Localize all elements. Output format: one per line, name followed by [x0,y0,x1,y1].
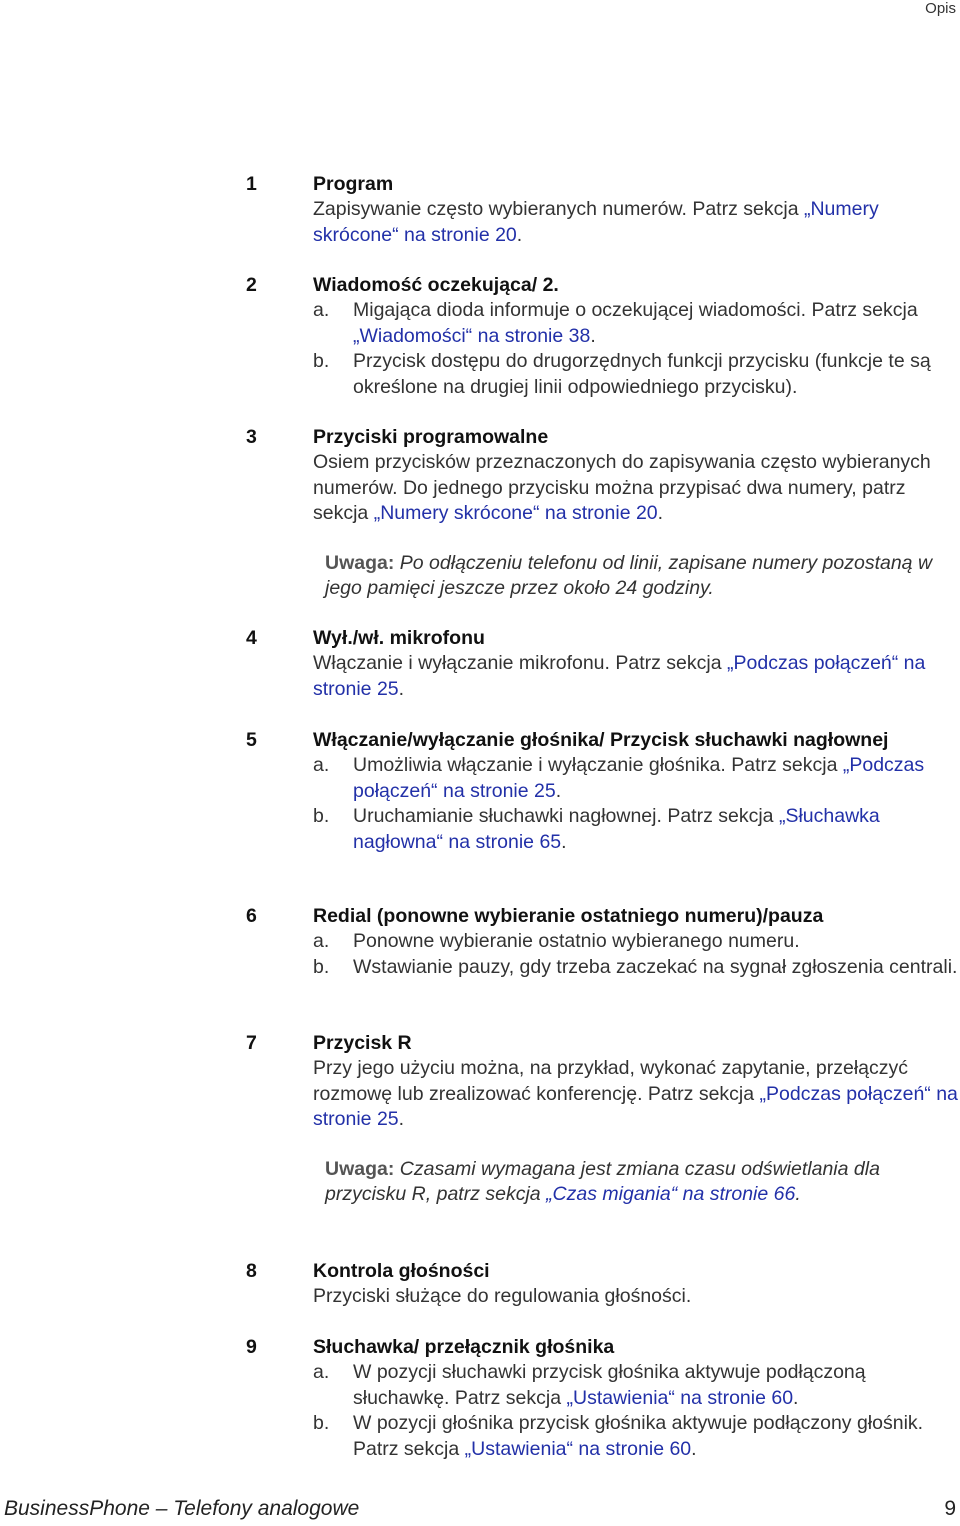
item-title: Przycisk R [313,1032,412,1054]
item-number: 3 [246,426,257,448]
list-item-program [246,172,958,248]
item-title: Włączanie/wyłączanie głośnika/ Przycisk słuchawki nagłownej [313,729,889,751]
list-item-microphone [246,626,958,702]
item-number: 1 [246,173,257,195]
sub-item-a: a. W pozycji słuchawki przycisk głośnika aktywuje podłączoną słuchawkę. Patrz sekcja „Ustawienia“ na stronie 60. [313,1361,866,1409]
item-description: Przyciski służące do regulowania głośności. [313,1285,692,1308]
cross-reference-link[interactable]: „Ustawienia“ na stronie 60 [464,1437,692,1460]
item-description: Zapisywanie często wybieranych numerów. Patrz sekcja „Numery skrócone“ na stronie 20. [313,198,879,246]
item-title: Wył./wł. mikrofonu [313,627,485,649]
cross-reference-link[interactable]: „Podczas połączeń“ na stronie 25 [313,652,926,700]
sub-item-b: b. Wstawianie pauzy, gdy trzeba zaczekać na sygnał zgłoszenia centrali. [313,955,958,978]
item-title: Kontrola głośności [313,1260,490,1282]
item-title: Program [313,173,394,195]
cross-reference-link[interactable]: „Numery skrócone“ na stronie 20 [373,502,658,525]
cross-reference-link[interactable]: „Słuchawka nagłowna“ na stronie 65 [353,805,880,853]
page-number: 9 [944,1497,956,1520]
item-description: Przy jego użyciu można, na przykład, wykonać zapytanie, przełączyć rozmowę lub zrealizować konferencję. Patrz sekcja „Podczas połączeń“ na stronie 25. [313,1057,958,1131]
cross-reference-link[interactable]: „Wiadomości“ na stronie 38 [353,324,591,347]
item-number: 7 [246,1032,257,1054]
sub-item-b: b. Uruchamianie słuchawki nagłownej. Patrz sekcja „Słuchawka nagłowna“ na stronie 65. [313,805,880,853]
sub-item-a: a. Ponowne wybieranie ostatnio wybieranego numeru. [313,930,800,953]
item-title: Redial (ponowne wybieranie ostatniego numeru)/pauza [313,905,824,927]
item-number: 9 [246,1336,257,1358]
list-item-redial [246,904,958,980]
list-item-programmable-keys [246,425,958,601]
item-title: Słuchawka/ przełącznik głośnika [313,1336,615,1358]
note: Uwaga: Czasami wymagana jest zmiana czasu odświetlania dla przycisku R, patrz sekcja „Czas migania“ na stronie 66. [325,1157,880,1206]
list-item-message-waiting [246,273,958,400]
list-item-speaker-headset [246,728,958,855]
item-description: Włączanie i wyłączanie mikrofonu. Patrz sekcja „Podczas połączeń“ na stronie 25. [313,652,926,700]
section-header: Opis [925,0,956,17]
cross-reference-link[interactable]: „Podczas połączeń“ na stronie 25 [313,1082,958,1131]
sub-item-b: b. Przycisk dostępu do drugorzędnych funkcji przycisku (funkcje te są określone na drugiej linii odpowiedniego przycisku). [313,350,931,398]
item-number: 5 [246,729,257,751]
footer-title: BusinessPhone – Telefony analogowe [4,1497,360,1520]
item-number: 4 [246,627,257,649]
note: Uwaga: Po odłączeniu telefonu od linii, zapisane numery pozostaną w jego pamięci jeszcze przez około 24 godziny. [325,551,933,600]
sub-item-b: b. W pozycji głośnika przycisk głośnika aktywuje podłączony głośnik. Patrz sekcja „Ustawienia“ na stronie 60. [313,1412,924,1460]
note-label: Uwaga: [325,1157,395,1180]
item-description: Osiem przycisków przeznaczonych do zapisywania często wybieranych numerów. Do jednego przycisku można przypisać dwa numery, patrz sekcja „Numery skrócone“ na stronie 20. [313,451,931,525]
cross-reference-link[interactable]: „Czas migania“ na stronie 66 [546,1183,796,1206]
list-item-handset-speaker-switch [246,1335,958,1462]
list-item-r-key [246,1031,958,1207]
cross-reference-link[interactable]: „Podczas połączeń“ na stronie 25 [353,754,925,802]
item-number: 6 [246,905,257,927]
cross-reference-link[interactable]: „Ustawienia“ na stronie 60 [566,1386,794,1409]
item-title: Przyciski programowalne [313,426,549,448]
note-label: Uwaga: [325,551,395,574]
sub-item-a: a. Umożliwia włączanie i wyłączanie głośnika. Patrz sekcja „Podczas połączeń“ na stronie 25. [313,754,925,802]
list-item-volume [246,1259,958,1310]
sub-item-a: a. Migająca dioda informuje o oczekującej wiadomości. Patrz sekcja „Wiadomości“ na stronie 38. [313,299,918,347]
cross-reference-link[interactable]: „Numery skrócone“ na stronie 20 [313,198,879,246]
item-number: 8 [246,1260,257,1282]
item-title: Wiadomość oczekująca/ 2. [313,274,559,296]
item-number: 2 [246,274,257,296]
